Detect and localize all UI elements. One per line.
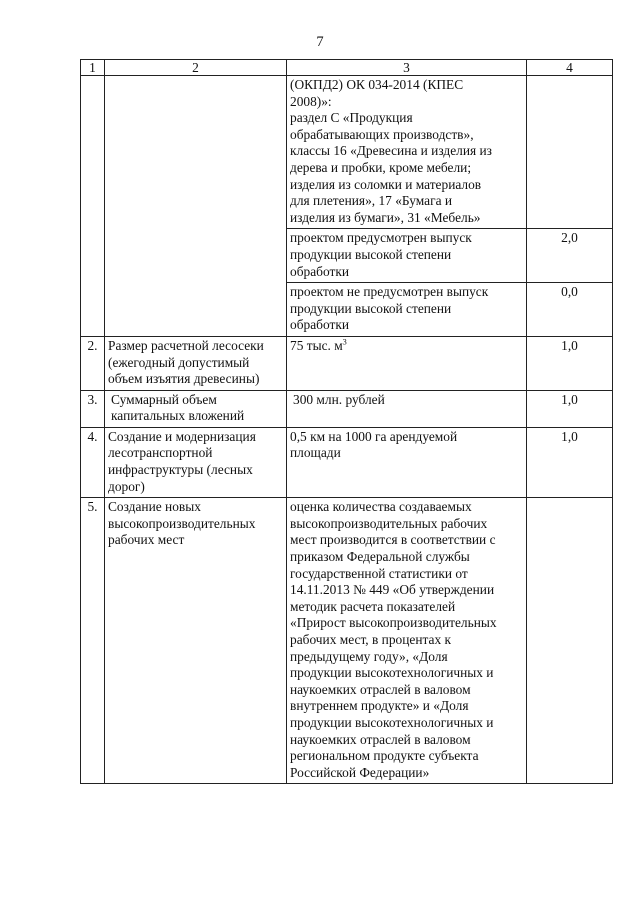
criterion-line: Суммарный объем bbox=[111, 391, 217, 407]
value-line: мест производится в соответствии с bbox=[290, 532, 496, 548]
value-line: 2008)»: bbox=[290, 93, 332, 109]
header-cell-4: 4 bbox=[527, 60, 613, 76]
value-line: для плетения», 17 «Бумага и bbox=[290, 193, 453, 209]
score-cell: 1,0 bbox=[527, 427, 613, 497]
value-cell bbox=[287, 336, 527, 390]
criterion-line: инфраструктуры (лесных bbox=[108, 462, 253, 478]
value-text: 300 млн. рублей bbox=[293, 391, 385, 407]
criterion-cell bbox=[105, 427, 287, 497]
table-row bbox=[81, 390, 613, 427]
value-text: 75 тыс. м bbox=[290, 337, 343, 353]
score-cell: 0,0 bbox=[527, 283, 613, 337]
row-number-cell bbox=[81, 76, 105, 337]
value-line: высокопроизводительных рабочих bbox=[290, 515, 488, 531]
header-cell-2: 2 bbox=[105, 60, 287, 76]
criterion-line: высокопроизводительных bbox=[108, 515, 256, 531]
criterion-line: рабочих мест bbox=[108, 532, 185, 548]
value-line: наукоемких отраслей в валовом bbox=[290, 731, 471, 747]
value-line: 0,5 км на 1000 га арендуемой bbox=[290, 428, 458, 444]
criterion-line: Создание новых bbox=[108, 499, 201, 515]
value-cell bbox=[287, 498, 527, 784]
value-line: 14.11.2013 № 449 «Об утверждении bbox=[290, 582, 495, 598]
value-line: классы 16 «Древесина и изделия из bbox=[290, 143, 492, 159]
score-cell bbox=[527, 76, 613, 229]
value-line: оценка количества создаваемых bbox=[290, 499, 472, 515]
page-number: 7 bbox=[316, 34, 324, 50]
value-line: обработки bbox=[290, 317, 350, 333]
value-line: проектом не предусмотрен выпуск bbox=[290, 284, 489, 300]
table-row bbox=[81, 498, 613, 784]
value-line: продукции высокотехнологичных и bbox=[290, 665, 494, 681]
value-line: (ОКПД2) ОК 034-2014 (КПЕС bbox=[290, 77, 464, 92]
value-line: площади bbox=[290, 445, 341, 461]
criterion-line: лесотранспортной bbox=[108, 445, 213, 461]
header-cell-1: 1 bbox=[81, 60, 105, 76]
value-line: наукоемких отраслей в валовом bbox=[290, 681, 471, 697]
table-row bbox=[81, 336, 613, 390]
criterion-cell bbox=[105, 390, 287, 427]
row-number-cell: 5. bbox=[81, 498, 105, 784]
value-cell bbox=[287, 427, 527, 497]
value-cell bbox=[287, 283, 527, 337]
value-line: проектом предусмотрен выпуск bbox=[290, 230, 472, 246]
score-cell bbox=[527, 498, 613, 784]
criterion-line: объем изъятия древесины) bbox=[108, 371, 260, 387]
value-cell bbox=[287, 76, 527, 229]
value-line: продукции высокотехнологичных и bbox=[290, 714, 494, 730]
row-number-cell: 3. bbox=[81, 390, 105, 427]
header-cell-3: 3 bbox=[287, 60, 527, 76]
value-superscript: 3 bbox=[342, 337, 347, 347]
table-row bbox=[81, 427, 613, 497]
value-line: продукции высокой степени bbox=[290, 246, 452, 262]
value-line: предыдущему году», «Доля bbox=[290, 648, 448, 664]
value-line: продукции высокой степени bbox=[290, 300, 452, 316]
value-cell bbox=[287, 390, 527, 427]
value-line: обработки bbox=[290, 263, 350, 279]
criterion-cell bbox=[105, 498, 287, 784]
value-line: раздел С «Продукция bbox=[290, 110, 413, 126]
score-cell: 2,0 bbox=[527, 229, 613, 283]
criteria-table bbox=[80, 59, 613, 784]
criterion-line: (ежегодный допустимый bbox=[108, 354, 250, 370]
value-line: изделия из бумаги», 31 «Мебель» bbox=[290, 209, 481, 225]
row-number-cell: 2. bbox=[81, 336, 105, 390]
criterion-line: капитальных вложений bbox=[111, 408, 245, 424]
value-line: региональном продукте субъекта bbox=[290, 748, 479, 764]
criterion-cell bbox=[105, 76, 287, 337]
criterion-line: Создание и модернизация bbox=[108, 428, 256, 444]
value-cell bbox=[287, 229, 527, 283]
value-line: Российской Федерации» bbox=[290, 764, 430, 780]
score-cell: 1,0 bbox=[527, 336, 613, 390]
score-cell: 1,0 bbox=[527, 390, 613, 427]
value-line: внутреннем продукте» и «Доля bbox=[290, 698, 469, 714]
table-row bbox=[81, 76, 613, 229]
value-line: изделия из соломки и материалов bbox=[290, 176, 482, 192]
value-line: «Прирост высокопроизводительных bbox=[290, 615, 497, 631]
value-line: дерева и пробки, кроме мебели; bbox=[290, 159, 472, 175]
criterion-line: Размер расчетной лесосеки bbox=[108, 337, 264, 353]
value-line: методик расчета показателей bbox=[290, 598, 456, 614]
criterion-cell bbox=[105, 336, 287, 390]
value-line: обрабатывающих производств», bbox=[290, 126, 474, 142]
value-line: государственной статистики от bbox=[290, 565, 468, 581]
criterion-line: дорог) bbox=[108, 478, 145, 494]
value-line: рабочих мест, в процентах к bbox=[290, 632, 451, 647]
value-line: приказом Федеральной службы bbox=[290, 549, 470, 565]
row-number-cell: 4. bbox=[81, 427, 105, 497]
table-header-row bbox=[81, 60, 613, 76]
